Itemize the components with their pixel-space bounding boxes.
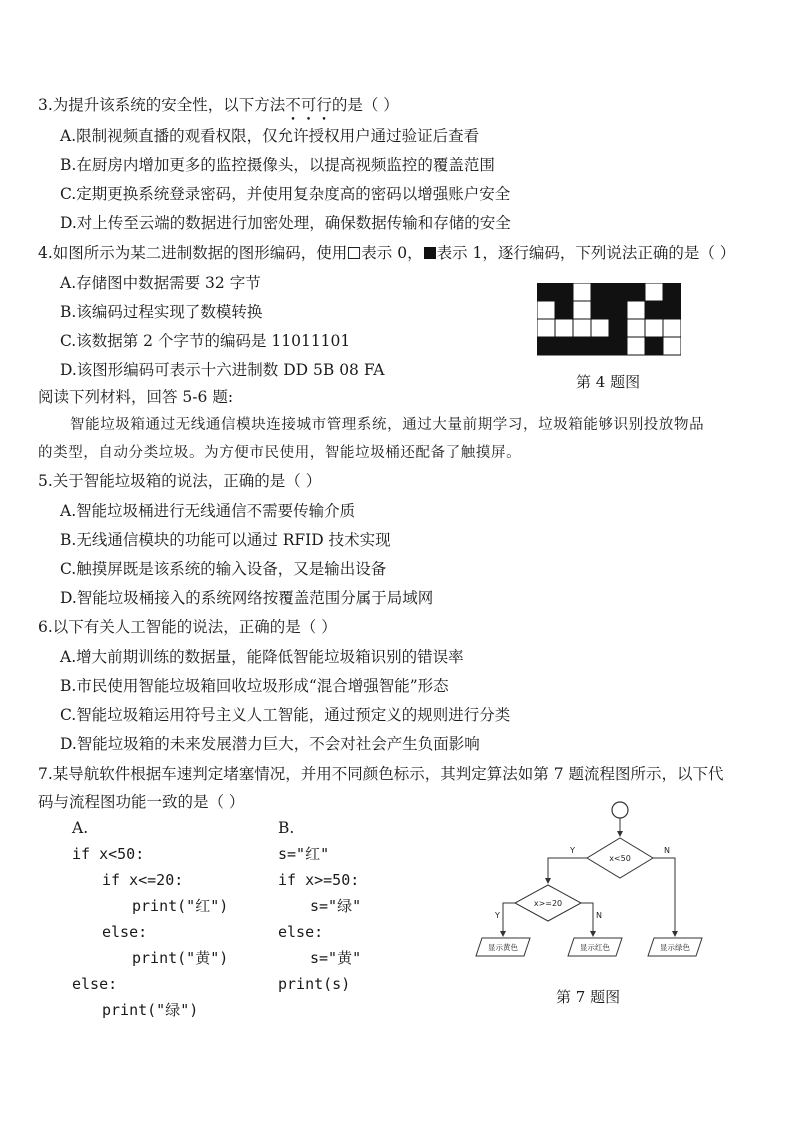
grid-cell-r2-c5	[627, 319, 645, 337]
q6-stem: 6.以下有关人工智能的说法，正确的是（ ）	[38, 618, 337, 636]
flowchart-cond-outer: x<50	[609, 854, 631, 863]
q5-option-b: B.无线通信模块的功能可以通过 RFID 技术实现	[60, 531, 391, 549]
q3-option-c: C.定期更换系统登录密码，并使用复杂度高的密码以增强账户安全	[60, 185, 511, 203]
q3-option-b: B.在厨房内增加更多的监控摄像头，以提高视频监控的覆盖范围	[60, 156, 495, 174]
q3-option-a: A.限制视频直播的观看权限，仅允许授权用户通过验证后查看	[60, 127, 480, 145]
grid-cell-r1-c3	[591, 301, 609, 319]
grid-cell-r1-c6	[645, 301, 663, 319]
flowchart-yes-inner: Y	[495, 911, 500, 920]
empty-square-icon	[348, 247, 360, 259]
grid-cell-r1-c5	[627, 301, 645, 319]
grid-cell-r0-c3	[591, 283, 609, 301]
code-a-line-6: else:	[72, 975, 118, 993]
q7-flowchart	[470, 798, 720, 973]
code-a-line-5: print("黄")	[132, 949, 229, 967]
grid-cell-r0-c1	[555, 283, 573, 301]
grid-cell-r0-c5	[627, 283, 645, 301]
reading-paragraph-line-1: 智能垃圾箱通过无线通信模块连接城市管理系统，通过大量前期学习，垃圾箱能够识别投放物品	[70, 417, 705, 433]
q3-stem: 3.为提升该系统的安全性，以下方法不可行的是（ ）	[38, 96, 399, 114]
grid-cell-r0-c4	[609, 283, 627, 301]
filled-square-icon	[424, 247, 436, 259]
q4-option-c: C.该数据第 2 个字节的编码是 11011101	[60, 332, 351, 350]
grid-cell-r0-c0	[537, 283, 555, 301]
code-a-line-2: if x<=20:	[102, 871, 184, 889]
grid-cell-r1-c0	[537, 301, 555, 319]
q4-stem: 4.如图所示为某二进制数据的图形编码，使用 表示 0， 表示 1，逐行编码，下列说法正确的是（ ）	[38, 244, 736, 262]
q5-option-c: C.触摸屏既是该系统的输入设备，又是输出设备	[60, 560, 387, 578]
q4-option-a: A.存储图中数据需要 32 字节	[60, 274, 261, 292]
grid-cell-r2-c0	[537, 319, 555, 337]
flowchart-no-outer: N	[664, 846, 670, 855]
grid-cell-r1-c2	[573, 301, 591, 319]
grid-cell-r2-c1	[555, 319, 573, 337]
grid-cell-r3-c0	[537, 337, 555, 355]
code-a-line-4: else:	[102, 923, 148, 941]
q5-option-a: A.智能垃圾桶进行无线通信不需要传输介质	[60, 502, 356, 520]
grid-cell-r2-c3	[591, 319, 609, 337]
grid-cell-r3-c7	[663, 337, 681, 355]
q6-option-a: A.增大前期训练的数据量，能降低智能垃圾箱识别的错误率	[60, 648, 464, 666]
grid-cell-r0-c7	[663, 283, 681, 301]
flowchart-start-terminal	[612, 802, 628, 818]
grid-cell-r3-c5	[627, 337, 645, 355]
q5-option-d: D.智能垃圾桶接入的系统网络按覆盖范围分属于局域网	[60, 589, 434, 607]
grid-cell-r3-c4	[609, 337, 627, 355]
grid-cell-r2-c4	[609, 319, 627, 337]
flowchart-output-red-label: 显示红色	[580, 943, 610, 952]
grid-cell-r1-c1	[555, 301, 573, 319]
flowchart-no-inner: N	[596, 911, 602, 920]
grid-cell-r3-c6	[645, 337, 663, 355]
q3-option-d: D.对上传至云端的数据进行加密处理，确保数据传输和存储的安全	[60, 214, 511, 232]
grid-cell-r3-c1	[555, 337, 573, 355]
grid-cell-r3-c2	[573, 337, 591, 355]
code-b-line-1: s="红"	[278, 845, 330, 863]
code-b-line-4: else:	[278, 923, 324, 941]
grid-cell-r2-c2	[573, 319, 591, 337]
flowchart-output-green-label: 显示绿色	[660, 943, 690, 952]
grid-cell-r1-c4	[609, 301, 627, 319]
q4-option-b: B.该编码过程实现了数模转换	[60, 303, 263, 321]
q6-option-b: B.市民使用智能垃圾箱回收垃圾形成“混合增强智能”形态	[60, 677, 449, 695]
code-b-line-5: s="黄"	[310, 949, 362, 967]
grid-cell-r2-c6	[645, 319, 663, 337]
grid-cell-r1-c7	[663, 301, 681, 319]
reading-paragraph-line-2: 的类型，自动分类垃圾。为方便市民使用，智能垃圾桶还配备了触摸屏。	[38, 445, 522, 461]
q4-figure-caption: 第 4 题图	[576, 373, 641, 391]
code-b-line-6: print(s)	[278, 975, 351, 993]
flowchart-output-yellow-label: 显示黄色	[488, 943, 518, 952]
flowchart-yes-outer: Y	[570, 846, 575, 855]
code-a-line-1: if x<50:	[72, 845, 145, 863]
code-b-line-3: s="绿"	[310, 897, 362, 915]
code-a-line-7: print("绿")	[102, 1001, 199, 1019]
code-a-label: A.	[72, 819, 89, 837]
q7-stem-line-1: 7.某导航软件根据车速判定堵塞情况，并用不同颜色标示，其判定算法如第 7 题流程图所示，以下代	[38, 765, 724, 783]
q4-option-d: D.该图形编码可表示十六进制数 DD 5B 08 FA	[60, 361, 385, 379]
q3-emph-2: 可	[300, 96, 317, 114]
q5-stem: 5.关于智能垃圾箱的说法，正确的是（ ）	[38, 472, 322, 490]
q6-option-d: D.智能垃圾箱的未来发展潜力巨大，不会对社会产生负面影响	[60, 735, 480, 753]
q4-binary-grid-figure	[537, 283, 681, 357]
grid-cell-r3-c3	[591, 337, 609, 355]
grid-cell-r0-c2	[573, 283, 591, 301]
flowchart-cond-inner: x>=20	[533, 899, 563, 908]
q7-stem-line-2: 码与流程图功能一致的是（ ）	[38, 793, 245, 811]
code-a-line-3: print("红")	[132, 897, 229, 915]
q3-emph-1: 不	[285, 96, 301, 114]
q6-option-c: C.智能垃圾箱运用符号主义人工智能，通过预定义的规则进行分类	[60, 706, 511, 724]
code-b-line-2: if x>=50:	[278, 871, 360, 889]
code-b-label: B.	[278, 819, 295, 837]
q7-figure-caption: 第 7 题图	[556, 988, 621, 1006]
q3-emph-3: 行	[316, 96, 332, 114]
reading-intro: 阅读下列材料，回答 5-6 题:	[38, 388, 234, 406]
grid-cell-r2-c7	[663, 319, 681, 337]
grid-cell-r0-c6	[645, 283, 663, 301]
